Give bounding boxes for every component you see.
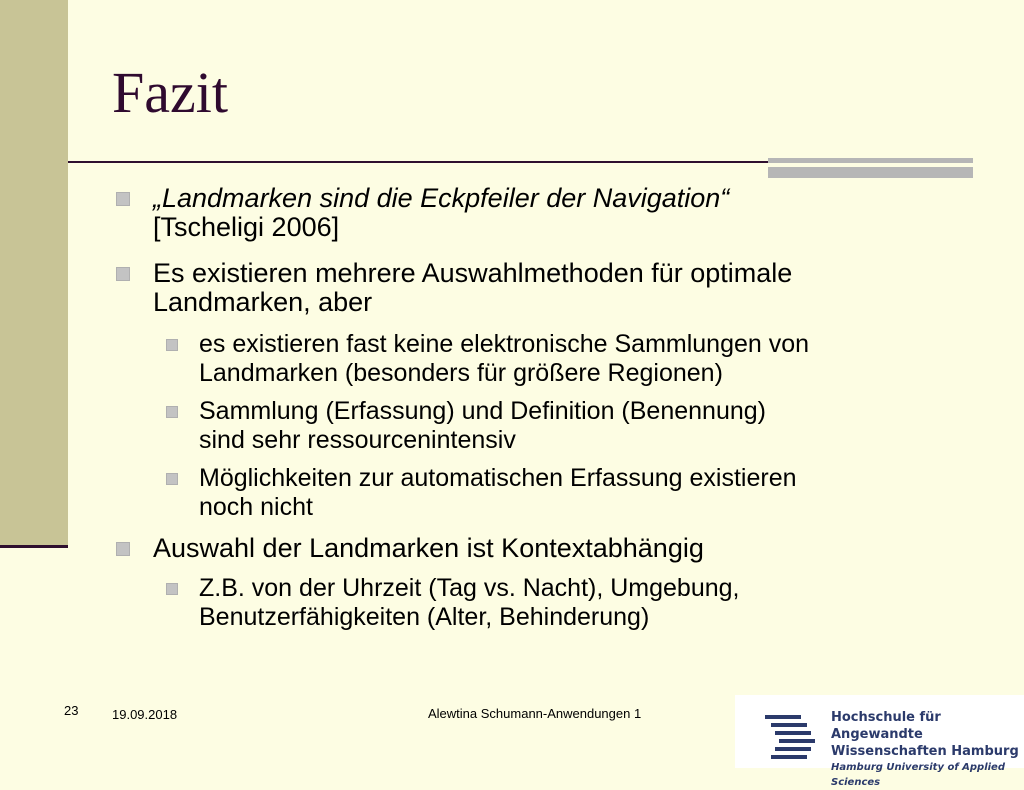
sub-bullet-text [199, 397, 766, 455]
sub-bullet-line: Landmarken (besonders für größere Regionen) [199, 359, 723, 387]
sub-bullet-line: es existieren fast keine elektronische Sammlungen von [199, 330, 810, 358]
sub-bullet-item-3-1 [166, 574, 740, 632]
bullet-line: Auswahl der Landmarken ist Kontextabhängig [153, 533, 704, 563]
bullet-text [153, 259, 792, 317]
sub-bullet-text [199, 330, 809, 388]
bullet-line: Es existieren mehrere Auswahlmethoden für optimale [153, 258, 793, 288]
square-bullet-icon [166, 406, 178, 418]
title-decorative-bar [768, 158, 973, 178]
sub-bullet-text [199, 574, 740, 632]
title-underline [68, 161, 768, 163]
sub-bullet-line: Sammlung (Erfassung) und Definition (Benennung) [199, 397, 766, 425]
square-bullet-icon [116, 542, 130, 556]
logo-text [831, 709, 1024, 790]
bullet-item-1 [116, 184, 729, 242]
bullet-item-3 [116, 534, 704, 563]
sub-bullet-line: noch nicht [199, 493, 313, 521]
slide-number: 23 [64, 703, 79, 718]
square-bullet-icon [166, 339, 178, 351]
bullet-line: Landmarken, aber [153, 287, 373, 317]
sub-bullet-line: sind sehr ressourcenintensiv [199, 426, 516, 454]
bullet-item-2 [116, 259, 792, 317]
slide-title: Fazit [112, 60, 228, 125]
sub-bullet-item-2-2 [166, 397, 766, 455]
sub-bullet-line: Möglichkeiten zur automatischen Erfassung existieren [199, 464, 797, 492]
slide-date: 19.09.2018 [112, 707, 178, 722]
logo-line-2: Wissenschaften Hamburg [831, 744, 1019, 759]
footer-author: Alewtina Schumann-Anwendungen 1 [428, 706, 642, 721]
haw-stripes-logo-icon [765, 715, 815, 759]
square-bullet-icon [116, 267, 130, 281]
sub-bullet-line: Z.B. von der Uhrzeit (Tag vs. Nacht), Umgebung, [199, 574, 740, 602]
logo-line-3: Hamburg University of Applied Sciences [831, 762, 1005, 788]
bullet-text [153, 184, 729, 242]
sub-bullet-text [199, 464, 797, 522]
left-decorative-band [0, 0, 68, 548]
left-decorative-rule [0, 545, 68, 548]
bullet-quote: „Landmarken sind die Eckpfeiler der Navigation“ [153, 183, 730, 213]
university-logo [735, 695, 1024, 788]
logo-line-1: Hochschule für Angewandte [831, 710, 941, 742]
bullet-citation: [Tscheligi 2006] [153, 212, 340, 242]
square-bullet-icon [166, 583, 178, 595]
square-bullet-icon [116, 192, 130, 206]
sub-bullet-item-2-1 [166, 330, 809, 388]
sub-bullet-item-2-3 [166, 464, 797, 522]
square-bullet-icon [166, 473, 178, 485]
sub-bullet-line: Benutzerfähigkeiten (Alter, Behinderung) [199, 603, 650, 631]
